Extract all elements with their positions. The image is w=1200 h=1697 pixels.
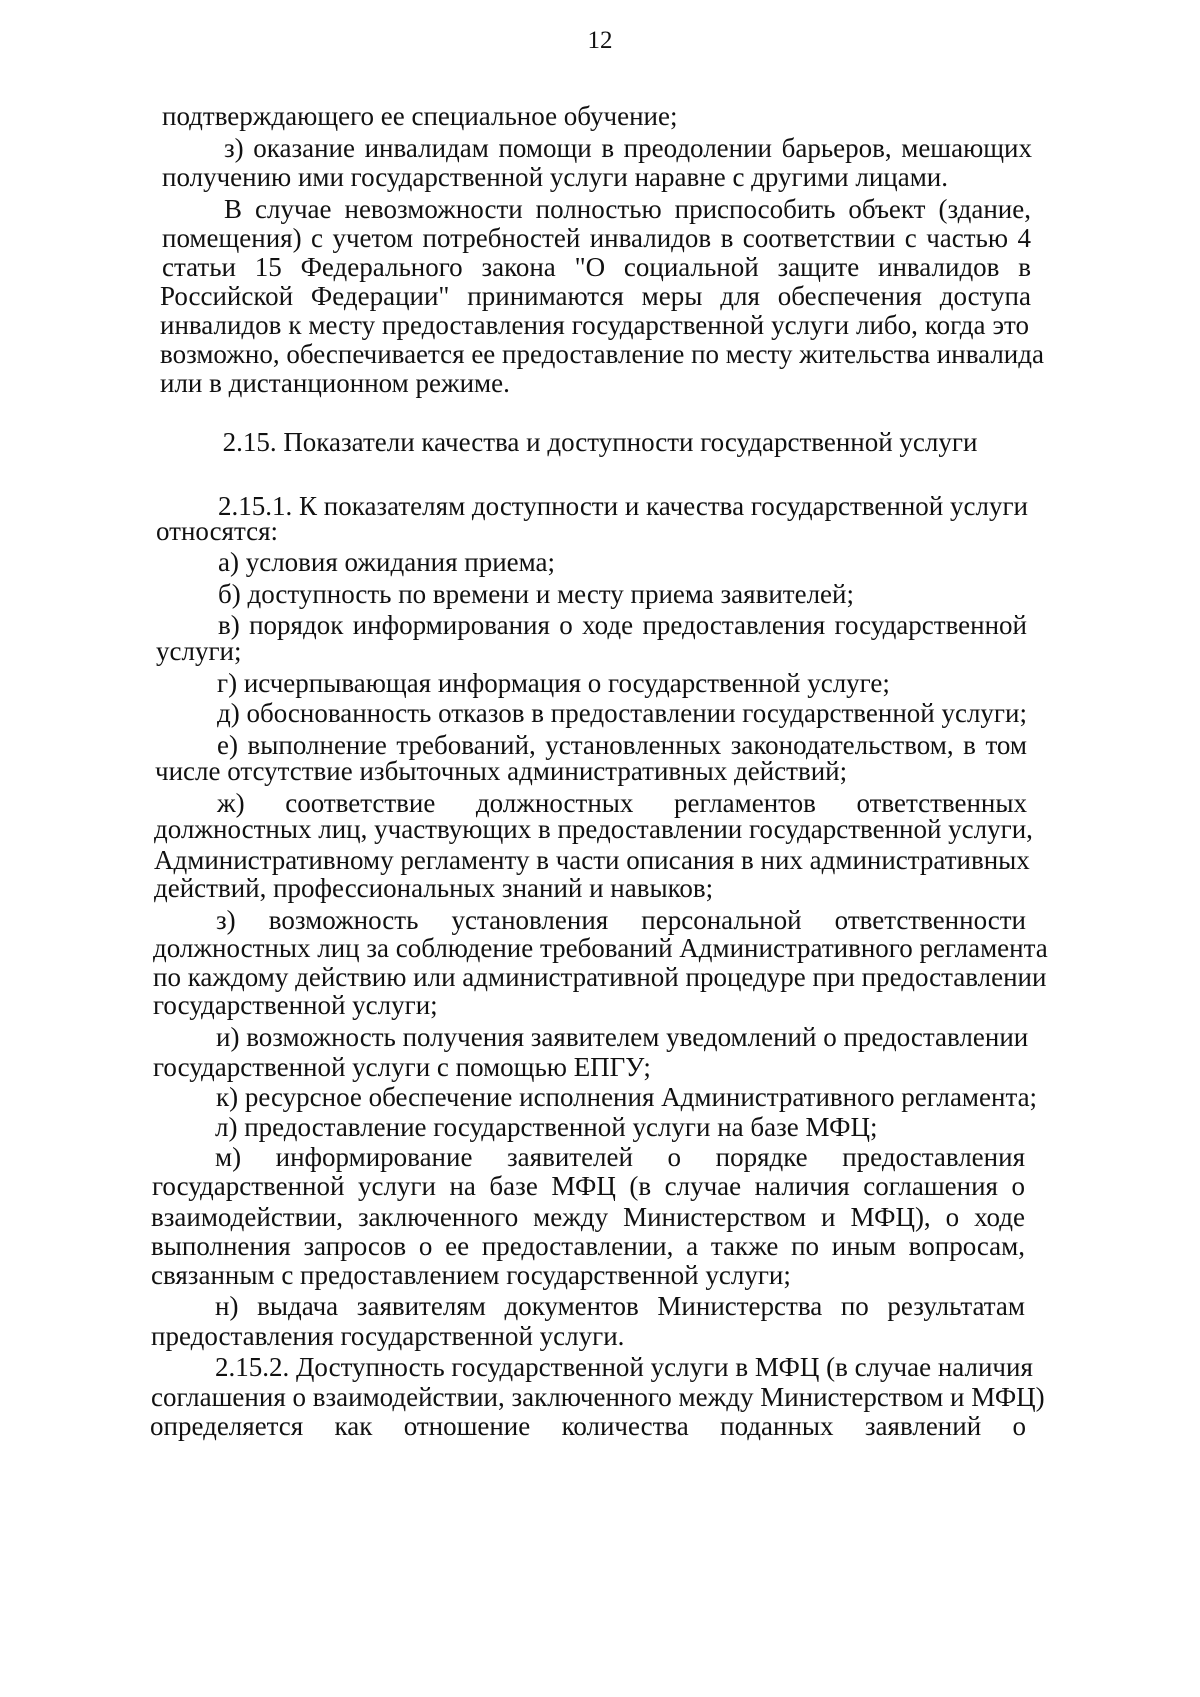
paragraph-line: в) порядок информирования о ходе предоставления государственной: [218, 610, 1027, 640]
paragraph-line: связанным с предоставлением государственной услуги;: [151, 1260, 791, 1290]
paragraph-line: к) ресурсное обеспечение исполнения Административного регламента;: [216, 1082, 1038, 1112]
paragraph-line: Российской Федерации" принимаются меры для обеспечения доступа: [160, 281, 1031, 311]
paragraph-line: б) доступность по времени и месту приема заявителей;: [218, 579, 854, 609]
paragraph-line: или в дистанционном режиме.: [160, 368, 510, 398]
paragraph-line: должностных лиц за соблюдение требований Административного регламента: [153, 933, 1048, 963]
paragraph-line: ж) соответствие должностных регламентов ответственных: [217, 788, 1027, 818]
paragraph-line: и) возможность получения заявителем уведомлений о предоставлении: [216, 1022, 1029, 1052]
paragraph-line: услуги;: [156, 636, 242, 666]
paragraph-line: государственной услуги;: [153, 990, 438, 1020]
paragraph-line: выполнения запросов о ее предоставлении, а также по иным вопросам,: [151, 1231, 1025, 1261]
paragraph-line: предоставления государственной услуги.: [151, 1321, 625, 1351]
paragraph-line: государственной услуги с помощью ЕПГУ;: [153, 1052, 651, 1082]
paragraph-line: 2.15.1. К показателям доступности и качества государственной услуги: [218, 491, 1028, 521]
paragraph-line: помещения) с учетом потребностей инвалидов в соответствии с частью 4: [162, 223, 1031, 253]
paragraph-line: действий, профессиональных знаний и навыков;: [154, 873, 714, 903]
paragraph-line: д) обоснованность отказов в предоставлении государственной услуги;: [217, 698, 1027, 728]
section-heading: 2.15. Показатели качества и доступности государственной услуги: [222, 427, 978, 457]
paragraph-line: статьи 15 Федерального закона "О социальной защите инвалидов в: [162, 252, 1031, 282]
paragraph-line: государственной услуги на базе МФЦ (в случае наличия соглашения о: [152, 1171, 1025, 1201]
paragraph-line: числе отсутствие избыточных административных действий;: [155, 756, 848, 786]
paragraph-line: Административному регламенту в части описания в них административных: [154, 845, 1030, 875]
paragraph-line: соглашения о взаимодействии, заключенного между Министерством и МФЦ): [151, 1382, 1045, 1412]
paragraph-line: возможно, обеспечивается ее предоставление по месту жительства инвалида: [160, 339, 1044, 369]
paragraph-line: 2.15.2. Доступность государственной услуги в МФЦ (в случае наличия: [215, 1352, 1033, 1382]
paragraph-line: л) предоставление государственной услуги на базе МФЦ;: [215, 1112, 878, 1142]
paragraph-line: н) выдача заявителям документов Министерства по результатам: [215, 1291, 1025, 1321]
paragraph-line: должностных лиц, участвующих в предоставлении государственной услуги,: [154, 814, 1033, 844]
paragraph-line: взаимодействии, заключенного между Министерством и МФЦ), о ходе: [151, 1202, 1025, 1232]
paragraph-line: м) информирование заявителей о порядке предоставления: [215, 1142, 1025, 1172]
paragraph-line: з) возможность установления персональной ответственности: [216, 905, 1026, 935]
paragraph-line: а) условия ожидания приема;: [218, 547, 556, 577]
paragraph-line: инвалидов к месту предоставления государственной услуги либо, когда это: [160, 310, 1029, 340]
paragraph-line: е) выполнение требований, установленных законодательством, в том: [217, 730, 1027, 760]
paragraph-line: определяется как отношение количества поданных заявлений о: [150, 1411, 1026, 1441]
paragraph-line: В случае невозможности полностью приспособить объект (здание,: [224, 194, 1031, 224]
paragraph-line: по каждому действию или административной процедуре при предоставлении: [153, 962, 1047, 992]
page-number: 12: [587, 27, 613, 54]
paragraph-line: подтверждающего ее специальное обучение;: [162, 101, 678, 131]
paragraph-line: получению ими государственной услуги наравне с другими лицами.: [162, 162, 949, 192]
paragraph-line: г) исчерпывающая информация о государственной услуге;: [217, 668, 890, 698]
paragraph-line: относятся:: [156, 516, 279, 546]
paragraph-line: з) оказание инвалидам помощи в преодолении барьеров, мешающих: [224, 133, 1032, 163]
